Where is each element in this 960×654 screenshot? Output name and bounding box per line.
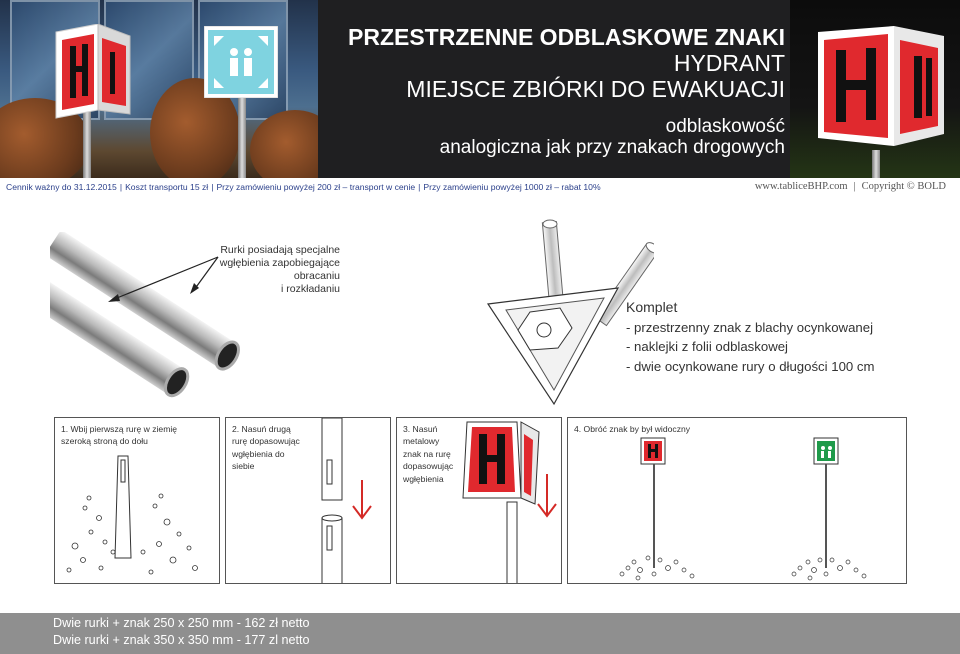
hydrant-sign-icon [814,22,948,152]
kit-item: - przestrzenny znak z blachy ocynkowanej [626,319,874,335]
step-1-illustration [55,448,220,584]
down-arrow-icon [538,474,556,516]
headline-line-3: MIEJSCE ZBIÓRKI DO EWAKUACJI [406,76,785,102]
assembly-point-sign-icon [204,26,278,98]
kit-description [626,298,874,376]
copyright: Copyright © BOLD [861,181,946,192]
step-1-text: 1. Wbij pierwszą rurę w ziemię [61,424,178,434]
step-3-text: 3. Nasuń [403,424,438,434]
info-bar: Cennik ważny do 31.12.2015 | Koszt transportu 15 zł | Przy zamówieniu powyżej 200 zł – transport w cenie | Przy zamówieniu powyżej 1000 zł – rabat 10% [6,182,601,192]
website-link[interactable]: www.tabliceBHP.com [754,181,848,192]
step-4-illustration [568,418,907,584]
kit-title: Komplet [626,299,678,315]
price-footer [0,613,960,654]
step-3-panel: 3. Nasuń metalowy znak na rurę dopasowując wgłębienia [396,417,562,584]
step-1-panel: 1. Wbij pierwszą rurę w ziemię szeroką stroną do dołu [54,417,220,584]
step-2-panel: 2. Nasuń drugą rurę dopasowując wgłębienia do siebie [225,417,391,584]
info-discount: Przy zamówieniu powyżej 1000 zł – rabat 10% [423,182,601,192]
hydrant-sign-icon [48,24,134,122]
price-line-250: Dwie rurki + znak 250 x 250 mm - 162 zł netto [53,616,310,630]
step-4-text: 4. Obróć znak by był widoczny [574,424,691,434]
step-2-text: 2. Nasuń drugą [232,424,291,434]
info-validity: Cennik ważny do 31.12.2015 [6,182,117,192]
down-arrow-icon [353,480,371,518]
photo-left [0,0,318,178]
pipes-note: Rurki posiadają specjalne wgłębienia zapobiegające obracaniu i rozkładaniu [219,244,340,295]
header-banner [0,0,960,178]
headline-line-1: PRZESTRZENNE ODBLASKOWE ZNAKI [348,24,785,50]
subtitle-line-1: odblaskowość [665,116,785,137]
photo-right [790,0,960,178]
kit-item: - naklejki z folii odblaskowej [626,339,788,354]
subtitle-line-2: analogiczna jak przy znakach drogowych [439,137,785,158]
info-free-transport: Przy zamówieniu powyżej 200 zł – transport w cenie [216,182,416,192]
banner-headline [348,24,785,158]
callout-arrows [100,245,220,305]
price-line-350: Dwie rurki + znak 350 x 350 mm - 177 zl netto [53,633,310,647]
kit-item: - dwie ocynkowane rury o długości 100 cm [626,358,875,374]
info-transport-cost: Koszt transportu 15 zł [125,182,209,192]
headline-line-2: HYDRANT [673,50,785,76]
step-4-panel [567,417,907,584]
step-3-illustration [397,418,562,584]
info-right: www.tabliceBHP.com | Copyright © BOLD [754,181,946,192]
step-2-illustration [226,418,391,584]
